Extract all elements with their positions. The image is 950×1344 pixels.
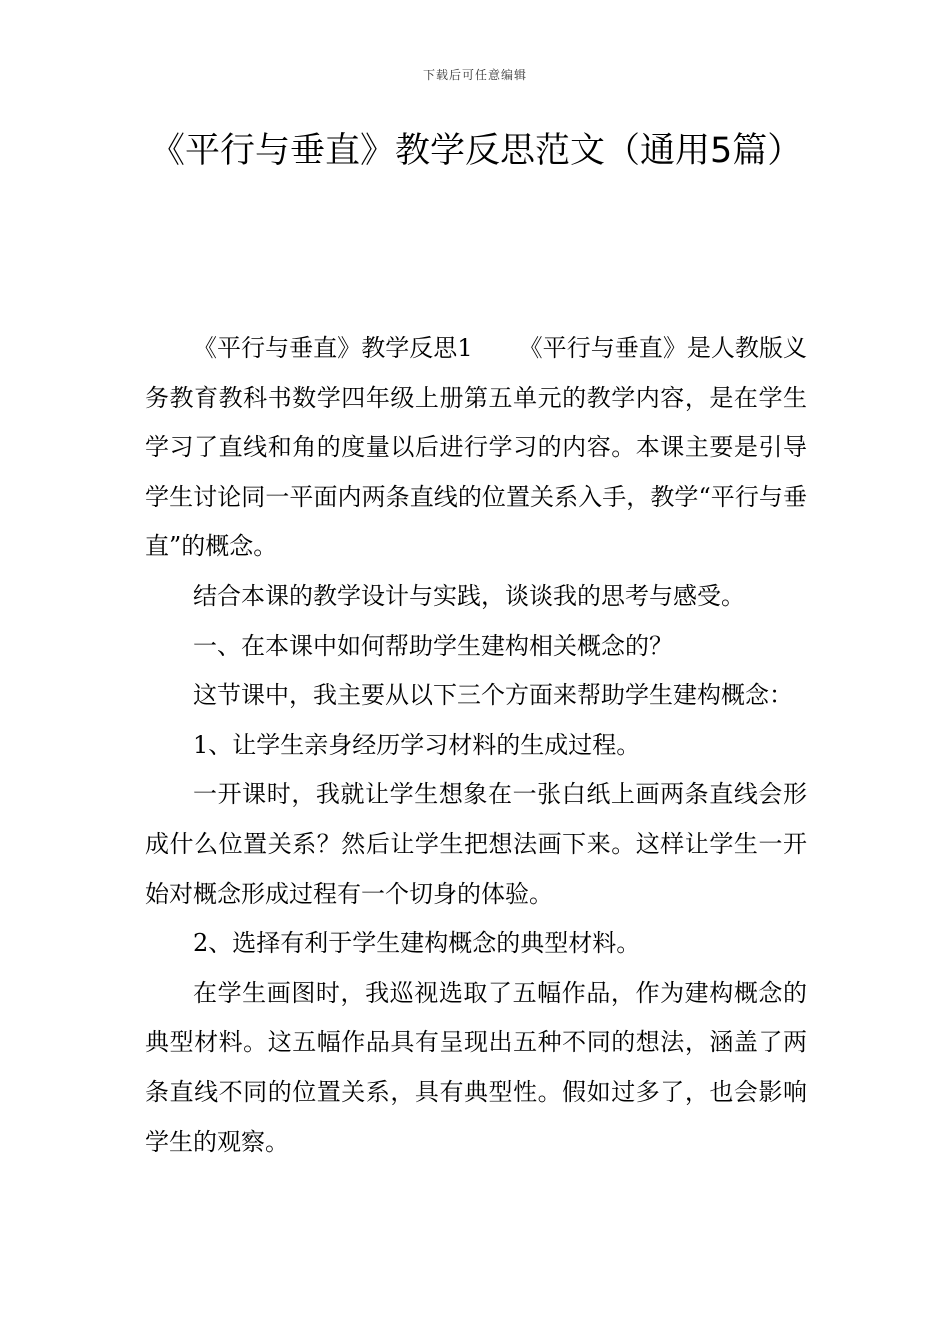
- paragraph: 1、让学生亲身经历学习材料的生成过程。: [193, 730, 641, 759]
- section-heading: 《平行与垂直》教学反思1: [193, 334, 473, 362]
- paragraph: 一开课时，我就让学生想象在一张白纸上画两条直线会形成什么位置关系？然后让学生把想法画下来。这样让学生一开始对概念形成过程有一个切身的体验。: [145, 780, 807, 908]
- paragraph: 结合本课的教学设计与实践，谈谈我的思考与感受。: [193, 581, 745, 610]
- paragraph: 一、在本课中如何帮助学生建构相关概念的？: [193, 631, 673, 660]
- paragraph: 这节课中，我主要从以下三个方面来帮助学生建构概念：: [193, 681, 793, 710]
- document-title: 《平行与垂直》教学反思范文（通用5篇）: [150, 131, 803, 171]
- paragraph: 2、选择有利于学生建构概念的典型材料。: [193, 929, 641, 958]
- paragraph-intro: [145, 324, 807, 572]
- paragraph: 在学生画图时，我巡视选取了五幅作品，作为建构概念的典型材料。这五幅作品具有呈现出五种不同的想法，涵盖了两条直线不同的位置关系，具有典型性。假如过多了，也会影响学生的观察。: [145, 978, 807, 1156]
- document-body: [145, 324, 807, 1167]
- intro-text: 《平行与垂直》是人教版义务教育教科书数学四年级上册第五单元的教学内容，是在学生学习了直线和角的度量以后进行学习的内容。本课主要是引导学生讨论同一平面内两条直线的位置关系入手，教学“平行与垂直”的概念。: [145, 334, 807, 561]
- header-note: 下载后可任意编辑: [422, 68, 527, 82]
